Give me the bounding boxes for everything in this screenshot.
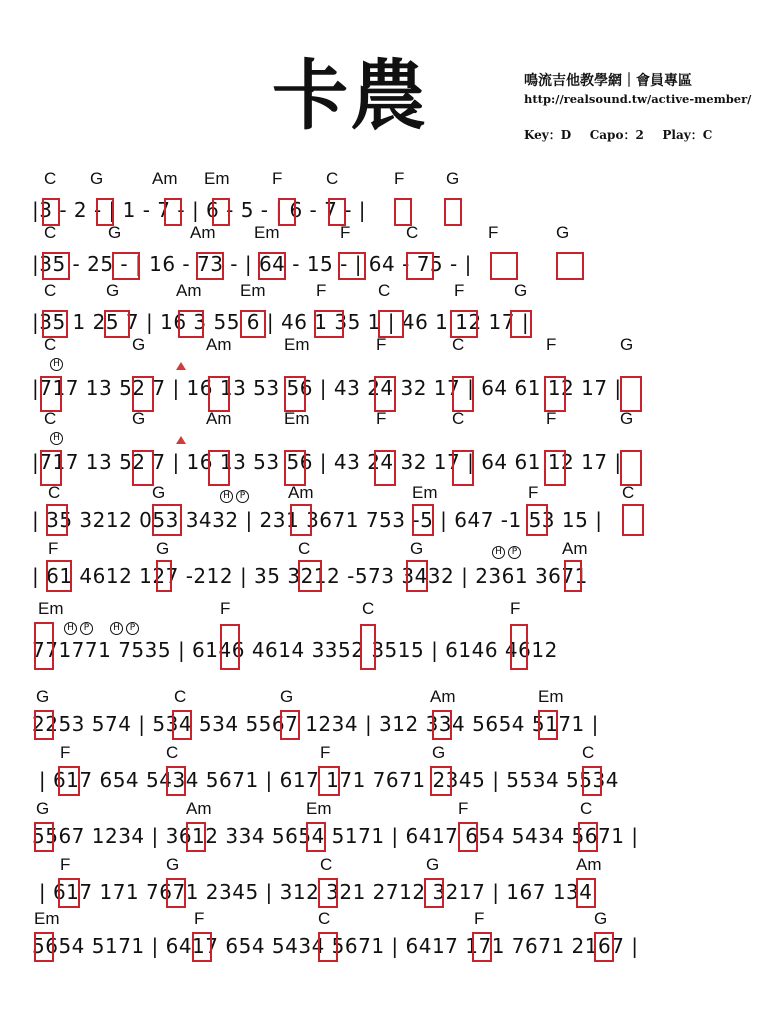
highlight-box bbox=[556, 252, 584, 280]
song-title: 卡農 bbox=[272, 51, 428, 140]
chord-label: Am bbox=[152, 169, 178, 188]
chord-label: Em bbox=[284, 409, 310, 428]
score-row bbox=[0, 744, 772, 804]
accent-triangle bbox=[176, 362, 186, 370]
chord-label: Am bbox=[430, 687, 456, 706]
highlight-box bbox=[378, 310, 404, 338]
chord-label: C bbox=[326, 169, 339, 188]
highlight-box bbox=[58, 766, 80, 796]
highlight-box bbox=[96, 198, 114, 226]
score-row bbox=[0, 484, 772, 544]
chord-label: F bbox=[488, 223, 499, 242]
chord-label: C bbox=[320, 855, 333, 874]
chord-label: Am bbox=[186, 799, 212, 818]
note-line: |717 13 52 7 | 16 13 53 56 | 43 24 32 17 | 64 61 12 17 | bbox=[32, 450, 622, 474]
highlight-box bbox=[152, 504, 182, 536]
chord-label: F bbox=[272, 169, 283, 188]
highlight-box bbox=[578, 822, 598, 852]
chord-label: Em bbox=[284, 335, 310, 354]
score-row bbox=[0, 170, 772, 230]
chord-label: G bbox=[410, 539, 424, 558]
chord-label: C bbox=[406, 223, 419, 242]
chord-label: F bbox=[528, 483, 539, 502]
chord-label: F bbox=[454, 281, 465, 300]
highlight-box bbox=[290, 504, 312, 536]
highlight-box bbox=[582, 766, 602, 796]
highlight-box bbox=[318, 766, 340, 796]
note-line: 5567 1234 | 3612 334 5654 5171 | 6417 654 5434 5671 | bbox=[32, 824, 639, 848]
hammer-on-mark: H bbox=[50, 432, 63, 445]
chord-label: C bbox=[318, 909, 331, 928]
highlight-box bbox=[490, 252, 518, 280]
note-line: |35 - 25 - | 16 - 73 - | 64 - 15 - | 64 - 75 - | bbox=[32, 252, 472, 276]
pull-mark: P bbox=[80, 622, 93, 635]
chord-label: G bbox=[514, 281, 528, 300]
highlight-box bbox=[42, 198, 60, 226]
chord-label: G bbox=[156, 539, 170, 558]
highlight-box bbox=[452, 450, 474, 486]
key-info bbox=[524, 126, 712, 143]
pull-mark: P bbox=[236, 490, 249, 503]
hammer-mark: H bbox=[492, 546, 505, 559]
chord-label: Em bbox=[34, 909, 60, 928]
chord-label: Em bbox=[412, 483, 438, 502]
chord-label: Am bbox=[288, 483, 314, 502]
highlight-box bbox=[166, 766, 186, 796]
chord-label: C bbox=[174, 687, 187, 706]
chord-label: C bbox=[44, 169, 57, 188]
chord-label: Am bbox=[206, 409, 232, 428]
highlight-box bbox=[430, 766, 452, 796]
score-row bbox=[0, 335, 772, 400]
site-url[interactable]: http://realsound.tw/active-member/ bbox=[524, 92, 752, 106]
highlight-box bbox=[240, 310, 266, 338]
highlight-box bbox=[594, 932, 614, 962]
highlight-box bbox=[374, 376, 396, 412]
highlight-box bbox=[284, 376, 306, 412]
chord-label: C bbox=[44, 335, 57, 354]
highlight-box bbox=[156, 560, 172, 592]
chord-label: F bbox=[194, 909, 205, 928]
highlight-box bbox=[104, 310, 130, 338]
chord-label: G bbox=[36, 687, 50, 706]
highlight-box bbox=[166, 878, 186, 908]
accent-triangle bbox=[176, 436, 186, 444]
chord-label: Em bbox=[306, 799, 332, 818]
highlight-box bbox=[172, 710, 192, 740]
note-line: | 617 171 7671 2345 | 312 321 2712 3217 | 167 134 bbox=[32, 880, 593, 904]
chord-label: C bbox=[298, 539, 311, 558]
chord-label: G bbox=[90, 169, 104, 188]
highlight-box bbox=[360, 624, 376, 670]
highlight-box bbox=[306, 822, 326, 852]
highlight-box bbox=[284, 450, 306, 486]
highlight-box bbox=[112, 252, 140, 280]
chord-label: G bbox=[426, 855, 440, 874]
highlight-box bbox=[544, 376, 566, 412]
chord-label: F bbox=[60, 743, 71, 762]
highlight-box bbox=[328, 198, 346, 226]
pull-mark: P bbox=[126, 622, 139, 635]
score-row bbox=[0, 224, 772, 284]
highlight-box bbox=[34, 622, 54, 670]
highlight-box bbox=[432, 710, 452, 740]
highlight-box bbox=[178, 310, 204, 338]
hammer-mark: H bbox=[110, 622, 123, 635]
chord-label: C bbox=[362, 599, 375, 618]
highlight-box bbox=[544, 450, 566, 486]
capo-label: Capo：2 bbox=[589, 128, 644, 142]
chord-label: G bbox=[446, 169, 460, 188]
chord-label: G bbox=[108, 223, 122, 242]
chord-label: G bbox=[166, 855, 180, 874]
hammer-mark: H bbox=[64, 622, 77, 635]
highlight-box bbox=[318, 878, 338, 908]
note-line: 5654 5171 | 6417 654 5434 5671 | 6417 171 7671 2167 | bbox=[32, 934, 639, 958]
highlight-box bbox=[406, 560, 428, 592]
highlight-box bbox=[564, 560, 582, 592]
chord-label: F bbox=[376, 409, 387, 428]
highlight-box bbox=[298, 560, 322, 592]
note-line: | 61 4612 127 -212 | 35 3212 -573 3432 | 2361 3671 bbox=[32, 564, 588, 588]
highlight-box bbox=[374, 450, 396, 486]
score-row bbox=[0, 540, 772, 600]
highlight-box bbox=[450, 310, 478, 338]
chord-label: F bbox=[60, 855, 71, 874]
chord-label: G bbox=[280, 687, 294, 706]
highlight-box bbox=[34, 822, 54, 852]
highlight-box bbox=[412, 504, 434, 536]
chord-label: Em bbox=[38, 599, 64, 618]
chord-label: G bbox=[152, 483, 166, 502]
chord-label: F bbox=[474, 909, 485, 928]
highlight-box bbox=[42, 252, 70, 280]
chord-label: G bbox=[620, 409, 634, 428]
highlight-box bbox=[40, 450, 62, 486]
chord-label: F bbox=[316, 281, 327, 300]
chord-label: C bbox=[622, 483, 635, 502]
highlight-box bbox=[164, 198, 182, 226]
highlight-box bbox=[424, 878, 444, 908]
highlight-box bbox=[318, 932, 338, 962]
chord-label: C bbox=[452, 409, 465, 428]
chord-label: Am bbox=[190, 223, 216, 242]
highlight-box bbox=[40, 376, 62, 412]
chord-label: C bbox=[44, 409, 57, 428]
highlight-box bbox=[58, 878, 80, 908]
highlight-box bbox=[394, 198, 412, 226]
highlight-box bbox=[46, 504, 68, 536]
site-name: 鳴流吉他教學網｜會員專區 bbox=[524, 73, 692, 89]
highlight-box bbox=[46, 560, 72, 592]
chord-label: C bbox=[44, 223, 57, 242]
highlight-box bbox=[526, 504, 548, 536]
highlight-box bbox=[34, 932, 54, 962]
highlight-box bbox=[314, 310, 344, 338]
note-line: | 35 3212 053 3432 | 231 3671 753 -5 | 647 -1 53 15 | bbox=[32, 508, 603, 532]
score-row bbox=[0, 800, 772, 860]
chord-label: F bbox=[394, 169, 405, 188]
score-row bbox=[0, 910, 772, 970]
chord-label: Em bbox=[204, 169, 230, 188]
chord-label: C bbox=[48, 483, 61, 502]
chord-label: F bbox=[48, 539, 59, 558]
highlight-box bbox=[220, 624, 240, 670]
note-line: 2253 574 | 534 534 5567 1234 | 312 334 5654 5171 | bbox=[32, 712, 599, 736]
chord-label: G bbox=[132, 335, 146, 354]
highlight-box bbox=[196, 252, 224, 280]
highlight-box bbox=[278, 198, 296, 226]
highlight-box bbox=[510, 310, 532, 338]
score-row bbox=[0, 600, 772, 660]
chord-label: C bbox=[580, 799, 593, 818]
highlight-box bbox=[620, 376, 642, 412]
chord-label: F bbox=[510, 599, 521, 618]
note-line: | 617 654 5434 5671 | 617 171 7671 2345 | 5534 5534 bbox=[32, 768, 619, 792]
chord-label: F bbox=[546, 409, 557, 428]
highlight-box bbox=[576, 878, 596, 908]
key-label: Key：D bbox=[524, 128, 572, 142]
chord-label: G bbox=[556, 223, 570, 242]
chord-label: F bbox=[320, 743, 331, 762]
chord-label: G bbox=[106, 281, 120, 300]
chord-label: G bbox=[620, 335, 634, 354]
highlight-box bbox=[444, 198, 462, 226]
highlight-box bbox=[34, 710, 54, 740]
chord-label: C bbox=[378, 281, 391, 300]
note-line: |3 - 2 - | 1 - 7 - | 6 - 5 - | 6 - 7 - | bbox=[32, 198, 367, 222]
pull-mark: P bbox=[508, 546, 521, 559]
chord-label: F bbox=[458, 799, 469, 818]
highlight-box bbox=[208, 376, 230, 412]
chord-label: Em bbox=[254, 223, 280, 242]
chord-label: C bbox=[582, 743, 595, 762]
highlight-box bbox=[42, 310, 68, 338]
note-line: |717 13 52 7 | 16 13 53 56 | 43 24 32 17 | 64 61 12 17 | bbox=[32, 376, 622, 400]
highlight-box bbox=[212, 198, 230, 226]
chord-label: F bbox=[546, 335, 557, 354]
note-line: |35 1 25 7 | 16 3 55 6 | 46 1 35 1 | 46 1 12 17 | bbox=[32, 310, 530, 334]
hammer-on-mark: H bbox=[50, 358, 63, 371]
chord-label: Am bbox=[562, 539, 588, 558]
highlight-box bbox=[510, 624, 528, 670]
highlight-box bbox=[472, 932, 492, 962]
highlight-box bbox=[622, 504, 644, 536]
highlight-box bbox=[186, 822, 206, 852]
chord-label: G bbox=[594, 909, 608, 928]
chord-label: Am bbox=[176, 281, 202, 300]
play-label: Play：C bbox=[662, 128, 713, 142]
highlight-box bbox=[192, 932, 212, 962]
chord-label: Am bbox=[576, 855, 602, 874]
highlight-box bbox=[132, 376, 154, 412]
chord-label: C bbox=[44, 281, 57, 300]
highlight-box bbox=[538, 710, 558, 740]
highlight-box bbox=[280, 710, 300, 740]
highlight-box bbox=[458, 822, 478, 852]
highlight-box bbox=[132, 450, 154, 486]
highlight-box bbox=[258, 252, 286, 280]
note-line: 771771 7535 | 6146 4614 3352 3515 | 6146 4612 bbox=[32, 638, 558, 662]
chord-label: G bbox=[36, 799, 50, 818]
highlight-box bbox=[338, 252, 366, 280]
chord-label: G bbox=[432, 743, 446, 762]
chord-label: F bbox=[340, 223, 351, 242]
score-row bbox=[0, 856, 772, 916]
chord-label: C bbox=[166, 743, 179, 762]
score-row bbox=[0, 409, 772, 474]
highlight-box bbox=[406, 252, 434, 280]
chord-label: C bbox=[452, 335, 465, 354]
highlight-box bbox=[208, 450, 230, 486]
hammer-mark: H bbox=[220, 490, 233, 503]
chord-label: G bbox=[132, 409, 146, 428]
score-row bbox=[0, 282, 772, 342]
score-row bbox=[0, 688, 772, 748]
chord-label: Em bbox=[538, 687, 564, 706]
highlight-box bbox=[620, 450, 642, 486]
chord-label: Em bbox=[240, 281, 266, 300]
chord-label: F bbox=[220, 599, 231, 618]
chord-label: F bbox=[376, 335, 387, 354]
chord-label: Am bbox=[206, 335, 232, 354]
highlight-box bbox=[452, 376, 474, 412]
